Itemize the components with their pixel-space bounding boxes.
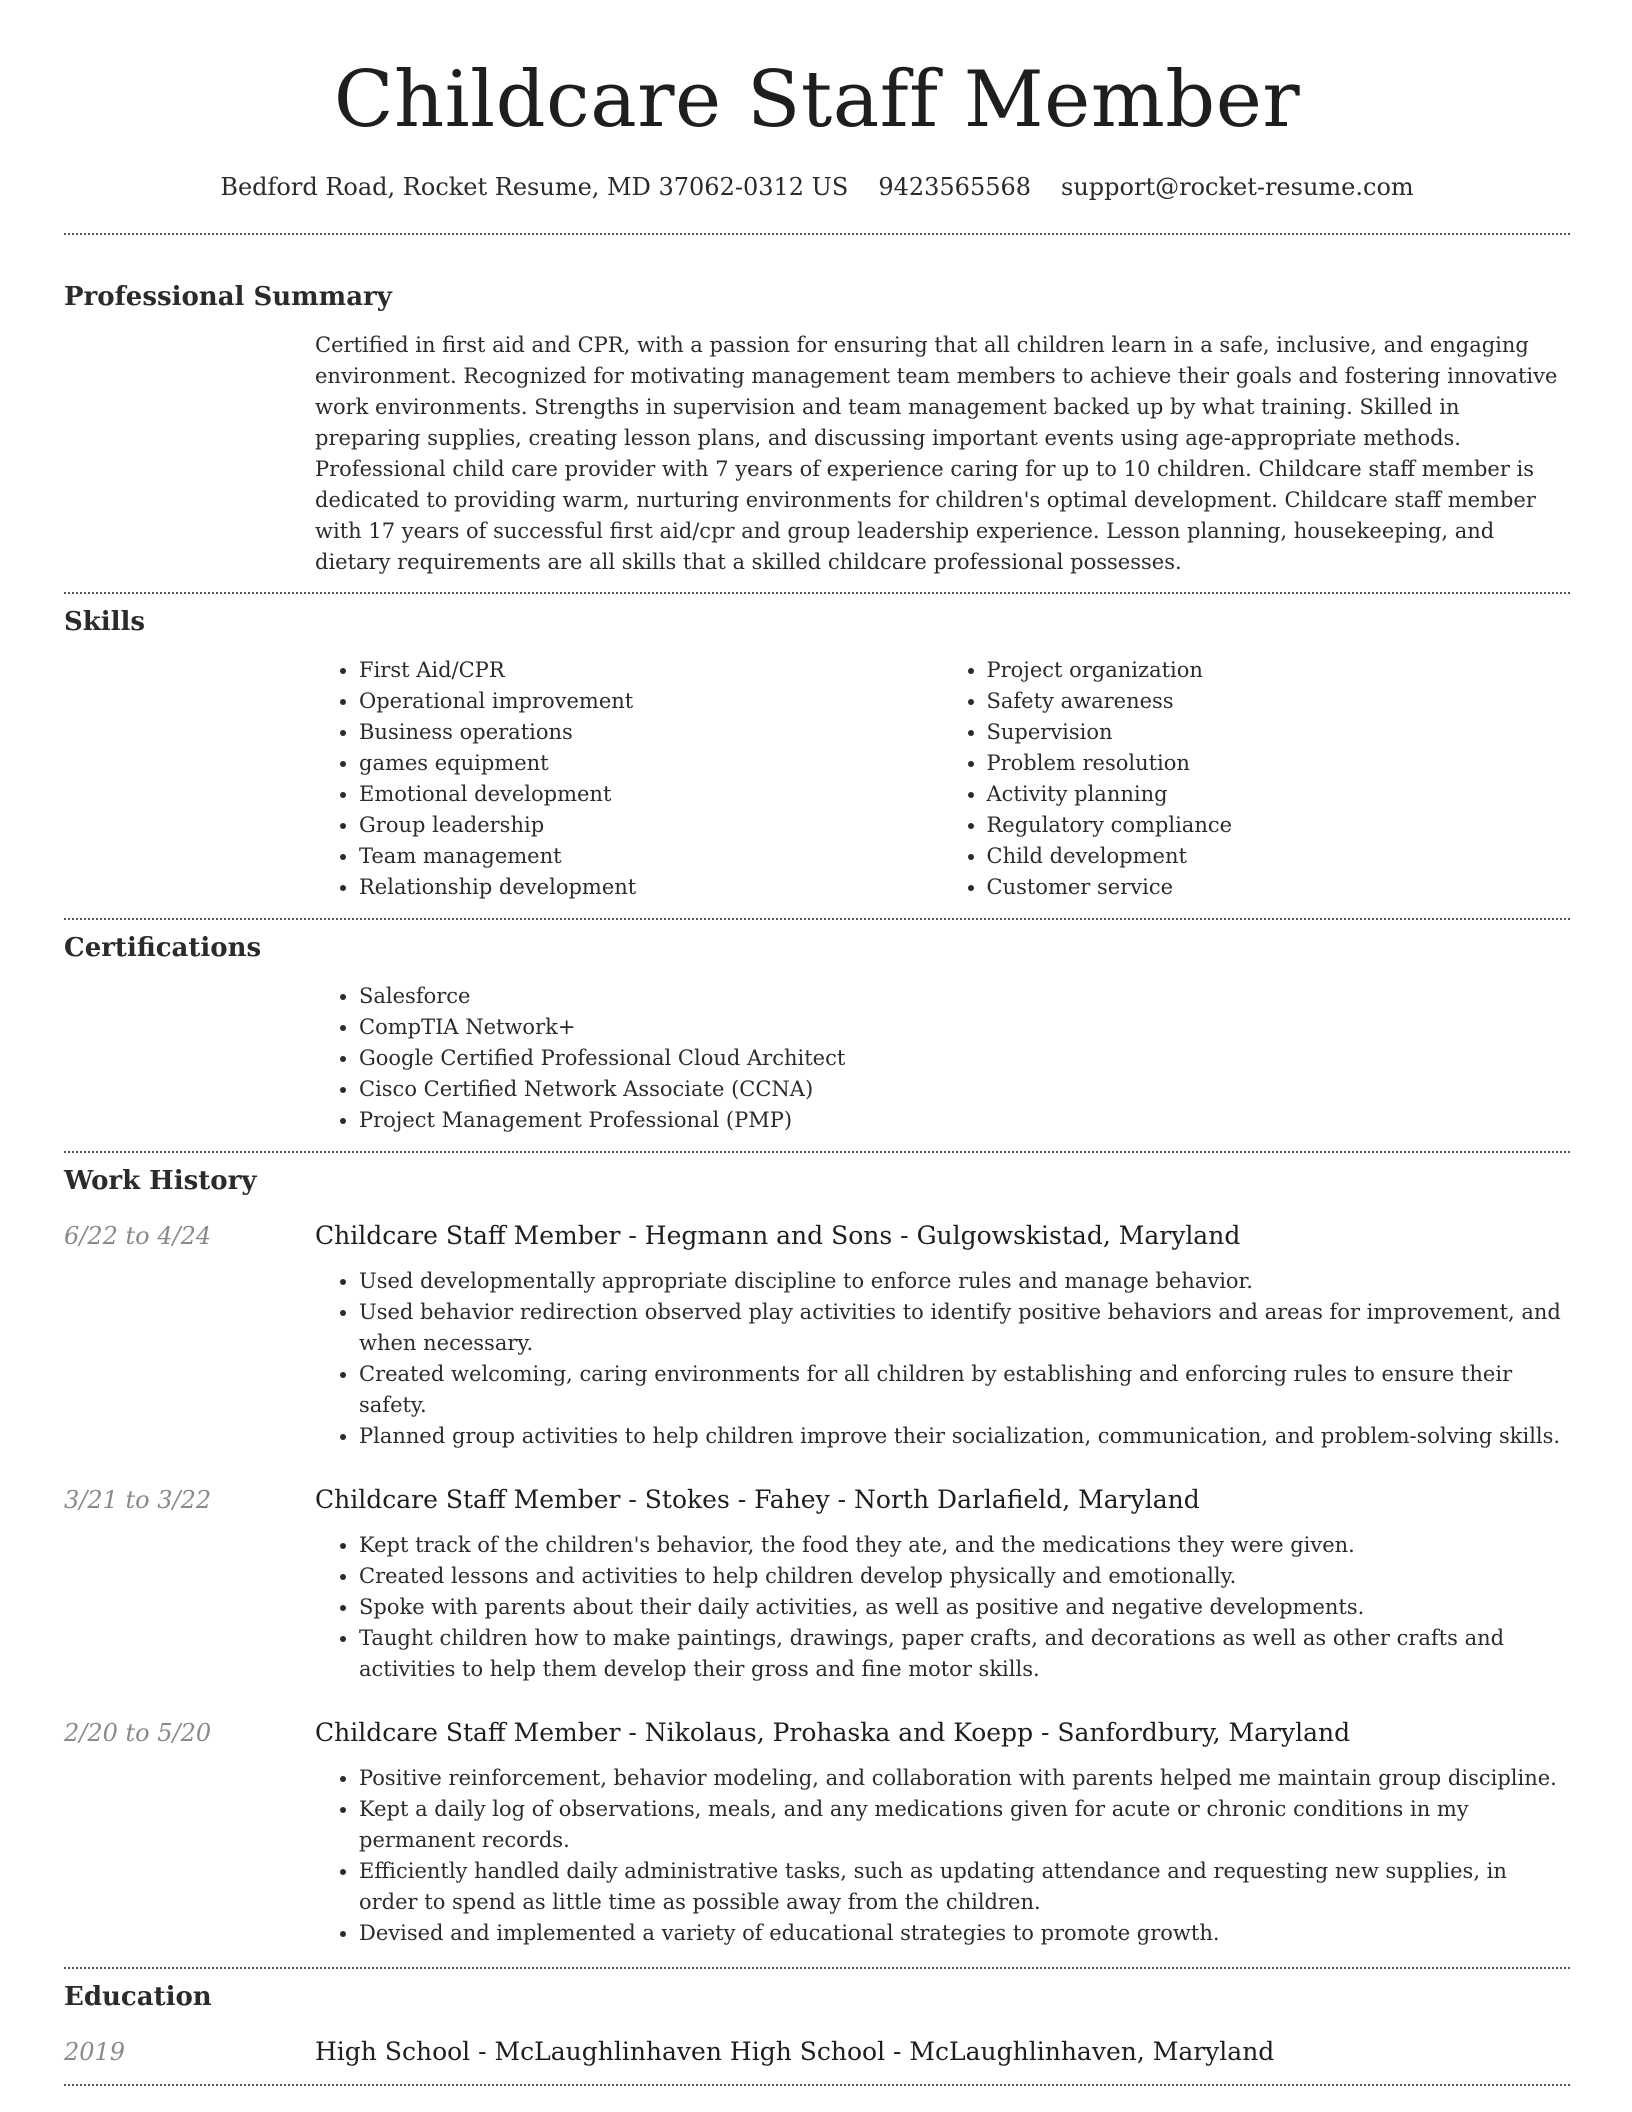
job-heading: Childcare Staff Member - Hegmann and Sons - Gulgowskistad, Maryland bbox=[315, 1221, 1241, 1250]
job-date: 6/22 to 4/24 bbox=[64, 1222, 212, 1250]
skill-item: • Activity planning bbox=[987, 779, 1571, 810]
skill-item: • Supervision bbox=[987, 717, 1571, 748]
contact-address: Bedford Road, Rocket Resume, MD 37062-0312 US bbox=[220, 173, 849, 201]
skills-section bbox=[64, 605, 1570, 903]
job-bullet: • Created welcoming, caring environments for all children by establishing and enforcing rules to ensure their safety. bbox=[359, 1359, 1570, 1421]
job-entry bbox=[64, 1715, 1570, 1949]
education-heading: High School - McLaughlinhaven High School - McLaughlinhaven, Maryland bbox=[315, 2037, 1275, 2066]
skill-item: • Project organization bbox=[987, 655, 1571, 686]
job-entry bbox=[64, 1482, 1570, 1685]
summary-title: Professional Summary bbox=[64, 282, 392, 312]
job-bullet: • Kept a daily log of observations, meals, and any medications given for acute or chronic conditions in my permanent records. bbox=[359, 1794, 1570, 1856]
skills-list-left bbox=[315, 655, 943, 903]
section-divider bbox=[64, 1151, 1570, 1153]
skill-item: • Business operations bbox=[359, 717, 943, 748]
skill-item: • Safety awareness bbox=[987, 686, 1571, 717]
certifications-list bbox=[315, 981, 1570, 1136]
certification-item: • Project Management Professional (PMP) bbox=[359, 1105, 1570, 1136]
job-bullet: • Positive reinforcement, behavior modeling, and collaboration with parents helped me maintain group discipline. bbox=[359, 1763, 1570, 1794]
job-bullet: • Spoke with parents about their daily activities, as well as positive and negative developments. bbox=[359, 1592, 1570, 1623]
summary-text: Certified in first aid and CPR, with a passion for ensuring that all children learn in a safe, inclusive, and engaging environment. Recognized for motivating management team members to achieve their goals and fostering innovative work environments. Strengths in supervision and team management backed up by what training. Skilled in preparing supplies, creating lesson plans, and discussing important events using age-appropriate methods. Professional child care provider with 7 years of experience caring for up to 10 children. Childcare staff member is dedicated to providing warm, nurturing environments for children's optimal development. Childcare staff member with 17 years of successful first aid/cpr and group leadership experience. Lesson planning, housekeeping, and dietary requirements are all skills that a skilled childcare professional possesses. bbox=[315, 333, 1558, 574]
skill-item: • First Aid/CPR bbox=[359, 655, 943, 686]
skill-item: • games equipment bbox=[359, 748, 943, 779]
work-history-title: Work History bbox=[64, 1166, 257, 1196]
section-divider bbox=[64, 918, 1570, 920]
job-entry bbox=[64, 1218, 1570, 1452]
job-bullets bbox=[315, 1763, 1570, 1949]
skill-item: • Team management bbox=[359, 841, 943, 872]
job-bullet: • Devised and implemented a variety of educational strategies to promote growth. bbox=[359, 1918, 1570, 1949]
job-bullet: • Taught children how to make paintings, drawings, paper crafts, and decorations as well as other crafts and activities to help them develop their gross and fine motor skills. bbox=[359, 1623, 1570, 1685]
skill-item: • Relationship development bbox=[359, 872, 943, 903]
contact-email: support@rocket-resume.com bbox=[1061, 173, 1414, 201]
education-date: 2019 bbox=[64, 2038, 126, 2066]
job-date: 3/21 to 3/22 bbox=[64, 1486, 212, 1514]
contact-phone: 9423565568 bbox=[878, 173, 1032, 201]
job-bullet: • Created lessons and activities to help children develop physically and emotionally. bbox=[359, 1561, 1570, 1592]
contact-line bbox=[64, 168, 1570, 206]
job-heading: Childcare Staff Member - Nikolaus, Prohaska and Koepp - Sanfordbury, Maryland bbox=[315, 1718, 1351, 1747]
education-entry bbox=[64, 2034, 1570, 2070]
skill-item: • Customer service bbox=[987, 872, 1571, 903]
section-divider bbox=[64, 1967, 1570, 1969]
certification-item: • CompTIA Network+ bbox=[359, 1012, 1570, 1043]
job-date: 2/20 to 5/20 bbox=[64, 1719, 212, 1747]
resume-page bbox=[64, 0, 1570, 2086]
certification-item: • Google Certified Professional Cloud Architect bbox=[359, 1043, 1570, 1074]
certifications-section bbox=[64, 931, 1570, 1136]
skill-item: • Child development bbox=[987, 841, 1571, 872]
skill-item: • Group leadership bbox=[359, 810, 943, 841]
skill-item: • Operational improvement bbox=[359, 686, 943, 717]
section-divider bbox=[64, 592, 1570, 594]
job-bullet: • Used behavior redirection observed play activities to identify positive behaviors and areas for improvement, and when necessary. bbox=[359, 1297, 1570, 1359]
skills-title: Skills bbox=[64, 607, 146, 637]
section-divider bbox=[64, 233, 1570, 235]
job-bullets bbox=[315, 1266, 1570, 1452]
certification-item: • Cisco Certified Network Associate (CCNA) bbox=[359, 1074, 1570, 1105]
work-history-section bbox=[64, 1164, 1570, 1949]
skill-item: • Emotional development bbox=[359, 779, 943, 810]
job-bullet: • Used developmentally appropriate discipline to enforce rules and manage behavior. bbox=[359, 1266, 1570, 1297]
education-title: Education bbox=[64, 1982, 212, 2012]
job-bullet: • Efficiently handled daily administrative tasks, such as updating attendance and requesting new supplies, in order to spend as little time as possible away from the children. bbox=[359, 1856, 1570, 1918]
job-bullets bbox=[315, 1530, 1570, 1685]
skill-item: • Problem resolution bbox=[987, 748, 1571, 779]
education-section bbox=[64, 1980, 1570, 2070]
job-bullet: • Kept track of the children's behavior, the food they ate, and the medications they were given. bbox=[359, 1530, 1570, 1561]
job-heading: Childcare Staff Member - Stokes - Fahey - North Darlafield, Maryland bbox=[315, 1485, 1200, 1514]
section-divider bbox=[64, 2084, 1570, 2086]
certifications-title: Certifications bbox=[64, 933, 262, 963]
job-bullet: • Planned group activities to help children improve their socialization, communication, and problem-solving skills. bbox=[359, 1421, 1570, 1452]
skills-list-right bbox=[943, 655, 1571, 903]
certification-item: • Salesforce bbox=[359, 981, 1570, 1012]
candidate-name: Childcare Staff Member bbox=[333, 55, 1301, 145]
summary-section bbox=[64, 280, 1570, 578]
skill-item: • Regulatory compliance bbox=[987, 810, 1571, 841]
